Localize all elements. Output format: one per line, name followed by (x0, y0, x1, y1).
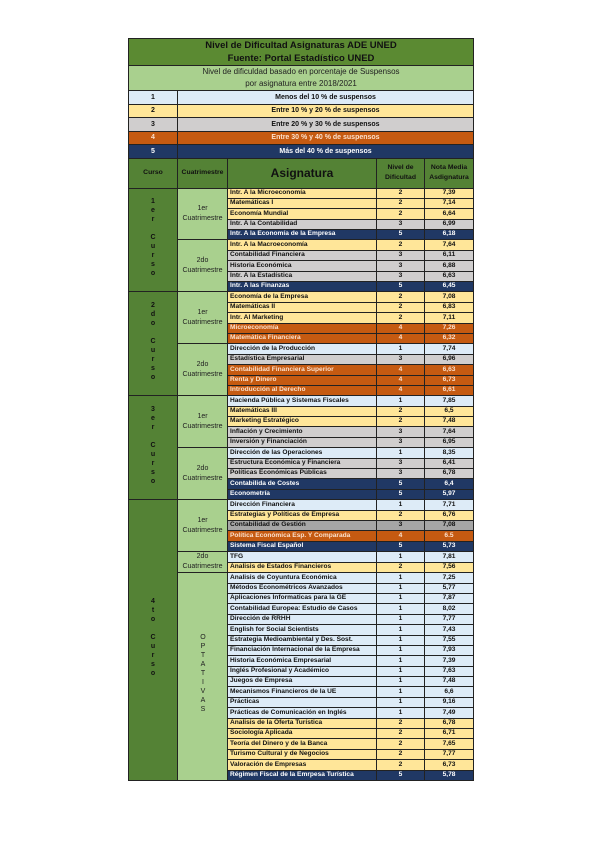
average-grade: 6,6 (425, 687, 474, 697)
average-grade: 9,16 (425, 697, 474, 707)
header-nivel: Nivel de Dificultad (377, 158, 425, 188)
subject-name: Inflación y Crecimiento (228, 427, 377, 437)
cuatrimestre-cell (178, 344, 228, 396)
subject-name: English for Social Scientists (228, 625, 377, 635)
table-row (129, 500, 474, 510)
curso-cell (129, 500, 178, 781)
subject-name: Analisis de Estados Financieros (228, 562, 377, 573)
average-grade: 7,48 (425, 417, 474, 427)
legend-description: Más del 40 % de suspensos (178, 145, 474, 159)
average-grade: 7,85 (425, 396, 474, 406)
header-curso: Curso (129, 158, 178, 188)
subject-name: Economía de la Empresa (228, 292, 377, 302)
subject-name: Hacienda Pública y Sistemas Fiscales (228, 396, 377, 406)
difficulty-level: 2 (377, 718, 425, 728)
difficulty-level: 1 (377, 604, 425, 614)
average-grade: 6,18 (425, 230, 474, 240)
cuatrimestre-label: 1er Cuatrimestre (182, 412, 223, 430)
average-grade: 6,78 (425, 718, 474, 728)
average-grade: 7,08 (425, 292, 474, 302)
difficulty-level: 1 (377, 573, 425, 583)
header-nota: Nota Media Asdignatura (425, 158, 474, 188)
subject-name: Dirección Financiera (228, 500, 377, 510)
average-grade: 7,43 (425, 625, 474, 635)
difficulty-level: 5 (377, 489, 425, 499)
average-grade: 6,76 (425, 510, 474, 520)
average-grade: 7,11 (425, 313, 474, 323)
subject-name: Intr. A la Microeconomía (228, 188, 377, 198)
legend-level: 4 (129, 131, 178, 145)
difficulty-level: 1 (377, 448, 425, 458)
difficulty-level: 4 (377, 375, 425, 385)
difficulty-level: 2 (377, 313, 425, 323)
subject-name: Dirección de las Operaciones (228, 448, 377, 458)
difficulty-level: 3 (377, 261, 425, 271)
difficulty-level: 4 (377, 531, 425, 541)
difficulty-level: 2 (377, 188, 425, 198)
subject-name: Intr. A las Finanzas (228, 282, 377, 292)
subject-name: Contabilidad Europea: Estudio de Casos (228, 604, 377, 614)
average-grade: 6,64 (425, 209, 474, 219)
difficulty-level: 1 (377, 552, 425, 563)
difficulty-level: 4 (377, 333, 425, 343)
header-cuatrimestre: Cuatrimestre (178, 158, 228, 188)
subject-name: Contabilidad Financiera (228, 250, 377, 260)
cuatrimestre-label: 2do Cuatrimestre (182, 464, 223, 482)
difficulty-level: 1 (377, 625, 425, 635)
difficulty-level: 1 (377, 635, 425, 645)
legend-row (129, 118, 474, 132)
average-grade: 7,55 (425, 635, 474, 645)
difficulty-level: 2 (377, 510, 425, 520)
average-grade: 5,78 (425, 770, 474, 780)
average-grade: 7,93 (425, 645, 474, 655)
difficulty-level: 2 (377, 562, 425, 573)
average-grade: 7,25 (425, 573, 474, 583)
average-grade: 6,61 (425, 385, 474, 395)
difficulty-level: 2 (377, 729, 425, 739)
subject-name: Inversión y Financiación (228, 437, 377, 447)
subject-name: Estructura Económica y Financiera (228, 458, 377, 468)
average-grade: 5,97 (425, 489, 474, 499)
difficulty-level: 2 (377, 302, 425, 312)
difficulty-level: 1 (377, 500, 425, 510)
curso-label: 1er Curso (149, 198, 157, 280)
subject-name: Turismo Cultural y de Negocios (228, 749, 377, 759)
average-grade: 6,41 (425, 458, 474, 468)
subject-name: Métodos Econométricos Avanzados (228, 583, 377, 593)
cuatrimestre-cell (178, 396, 228, 448)
legend-description: Menos del 10 % de suspensos (178, 91, 474, 105)
difficulty-level: 5 (377, 770, 425, 780)
difficulty-level: 5 (377, 541, 425, 551)
average-grade: 6,32 (425, 333, 474, 343)
table-row (129, 448, 474, 458)
difficulty-level: 4 (377, 365, 425, 375)
difficulty-level: 2 (377, 292, 425, 302)
difficulty-level: 1 (377, 593, 425, 603)
subject-name: Renta y Dinero (228, 375, 377, 385)
subject-name: Estadística Empresarial (228, 354, 377, 364)
curso-label: 4to Curso (149, 598, 157, 680)
difficulty-level: 3 (377, 250, 425, 260)
difficulty-level: 3 (377, 427, 425, 437)
subject-name: Historia Económica (228, 261, 377, 271)
difficulty-level: 2 (377, 417, 425, 427)
legend-row (129, 131, 474, 145)
average-grade: 7,64 (425, 427, 474, 437)
average-grade: 7,39 (425, 188, 474, 198)
subject-name: Políticas Económicas Públicas (228, 469, 377, 479)
cuatrimestre-label: 2do Cuatrimestre (182, 360, 223, 378)
subject-name: Marketing Estratégico (228, 417, 377, 427)
difficulty-level: 5 (377, 230, 425, 240)
subject-name: Intr. A la Macroeconomía (228, 240, 377, 250)
average-grade: 5,77 (425, 583, 474, 593)
subject-name: Analisis de Coyuntura Económica (228, 573, 377, 583)
legend-row (129, 145, 474, 159)
cuatrimestre-label: 2do Cuatrimestre (182, 553, 223, 571)
difficulty-level: 5 (377, 282, 425, 292)
average-grade: 6,73 (425, 760, 474, 770)
document-title (129, 39, 474, 66)
subject-name: Valoración de Empresas (228, 760, 377, 770)
average-grade: 7,26 (425, 323, 474, 333)
subject-name: TFG (228, 552, 377, 563)
subject-name: Dirección de la Producción (228, 344, 377, 354)
subject-name: Sociología Aplicada (228, 729, 377, 739)
subject-name: Intr. A la Estadística (228, 271, 377, 281)
curso-cell (129, 396, 178, 500)
average-grade: 6,83 (425, 302, 474, 312)
cuatrimestre-cell (178, 292, 228, 344)
average-grade: 6,78 (425, 469, 474, 479)
difficulty-level: 1 (377, 656, 425, 666)
legend-description: Entre 20 % y 30 % de suspensos (178, 118, 474, 132)
difficulty-level: 1 (377, 614, 425, 624)
subject-name: Dirección de RRHH (228, 614, 377, 624)
table-row (129, 292, 474, 302)
subject-name: Analisis de la Oferta Turística (228, 718, 377, 728)
subject-name: Prácticas (228, 697, 377, 707)
subject-name: Intr. A la Economía de la Empresa (228, 230, 377, 240)
subject-name: Matemáticas III (228, 406, 377, 416)
cuatrimestre-label: 1er Cuatrimestre (182, 204, 223, 222)
average-grade: 6,96 (425, 354, 474, 364)
curso-cell (129, 188, 178, 292)
difficulty-level: 2 (377, 749, 425, 759)
average-grade: 7,64 (425, 240, 474, 250)
subject-name: Microeconomía (228, 323, 377, 333)
table-row (129, 344, 474, 354)
difficulty-level: 2 (377, 240, 425, 250)
average-grade: 8,02 (425, 604, 474, 614)
average-grade: 7,48 (425, 677, 474, 687)
average-grade: 6,45 (425, 282, 474, 292)
average-grade: 6,63 (425, 271, 474, 281)
legend-level: 5 (129, 145, 178, 159)
curso-cell (129, 292, 178, 396)
subject-name: Matemática Financiera (228, 333, 377, 343)
average-grade: 7,65 (425, 739, 474, 749)
subject-name: Intr. A la Contabilidad (228, 219, 377, 229)
difficulty-table-document (128, 38, 473, 781)
average-grade: 7,08 (425, 521, 474, 531)
difficulty-level: 4 (377, 385, 425, 395)
average-grade: 7,71 (425, 500, 474, 510)
legend-level: 2 (129, 104, 178, 118)
average-grade: 6,73 (425, 375, 474, 385)
subject-name: Matemáticas II (228, 302, 377, 312)
subject-name: Historia Económica Empresarial (228, 656, 377, 666)
average-grade: 6,11 (425, 250, 474, 260)
table-row (129, 188, 474, 198)
average-grade: 5,73 (425, 541, 474, 551)
legend-level: 1 (129, 91, 178, 105)
difficulty-level: 3 (377, 354, 425, 364)
cuatrimestre-cell (178, 240, 228, 292)
difficulty-level: 1 (377, 677, 425, 687)
cuatrimestre-cell (178, 500, 228, 552)
document-subtitle (129, 66, 474, 91)
legend-level: 3 (129, 118, 178, 132)
average-grade: 6,99 (425, 219, 474, 229)
curso-label: 2do Curso (149, 302, 157, 384)
average-grade: 6,4 (425, 479, 474, 489)
difficulty-level: 2 (377, 209, 425, 219)
cuatrimestre-label: 2do Cuatrimestre (182, 256, 223, 274)
cuatrimestre-cell (178, 573, 228, 781)
subject-name: Econometría (228, 489, 377, 499)
difficulty-level: 1 (377, 708, 425, 718)
difficulty-level: 1 (377, 344, 425, 354)
table-row (129, 240, 474, 250)
legend-row (129, 91, 474, 105)
difficulty-level: 1 (377, 687, 425, 697)
difficulty-table (128, 38, 474, 781)
difficulty-level: 2 (377, 760, 425, 770)
legend-description: Entre 30 % y 40 % de suspensos (178, 131, 474, 145)
legend-description: Entre 10 % y 20 % de suspensos (178, 104, 474, 118)
title-line-1: Nivel de Dificultad Asignaturas ADE UNED (205, 40, 397, 51)
subject-name: Teoría del Dinero y de la Banca (228, 739, 377, 749)
subject-name: Economía Mundial (228, 209, 377, 219)
average-grade: 7,49 (425, 708, 474, 718)
subject-name: Mecanismos Financieros de la UE (228, 687, 377, 697)
cuatrimestre-label: 1er Cuatrimestre (182, 308, 223, 326)
header-asignatura: Asignatura (228, 158, 377, 188)
difficulty-level: 1 (377, 583, 425, 593)
difficulty-level: 3 (377, 469, 425, 479)
average-grade: 7,87 (425, 593, 474, 603)
subject-name: Contabilidad Financiera Superior (228, 365, 377, 375)
subject-name: Política Económica Esp. Y Comparada (228, 531, 377, 541)
subject-name: Financiación Internacional de la Empresa (228, 645, 377, 655)
average-grade: 7,77 (425, 614, 474, 624)
subject-name: Juegos de Empresa (228, 677, 377, 687)
average-grade: 6,5 (425, 406, 474, 416)
subject-name: Sistema Fiscal Español (228, 541, 377, 551)
difficulty-level: 1 (377, 697, 425, 707)
average-grade: 6,88 (425, 261, 474, 271)
cuatrimestre-label: OPTATIVAS (199, 634, 207, 716)
difficulty-level: 2 (377, 198, 425, 208)
average-grade: 7,63 (425, 666, 474, 676)
subject-name: Estrategias y Políticas de Empresa (228, 510, 377, 520)
subject-name: Contabilidad de Gestión (228, 521, 377, 531)
table-row (129, 573, 474, 583)
subtitle-line-2: por asignatura entre 2018/2021 (245, 79, 357, 88)
average-grade: 7,56 (425, 562, 474, 573)
table-row (129, 552, 474, 563)
difficulty-level: 1 (377, 666, 425, 676)
subject-name: Régimen Fiscal de la Emrpesa Turística (228, 770, 377, 780)
average-grade: 7,77 (425, 749, 474, 759)
column-header-row (129, 158, 474, 188)
subject-name: Inglés Profesional y Académico (228, 666, 377, 676)
difficulty-level: 3 (377, 458, 425, 468)
difficulty-level: 2 (377, 739, 425, 749)
title-line-2: Fuente: Portal Estadístico UNED (227, 53, 375, 64)
difficulty-level: 1 (377, 396, 425, 406)
legend-row (129, 104, 474, 118)
subject-name: Prácticas de Comunicación en Inglés (228, 708, 377, 718)
subject-name: Intr. Al Marketing (228, 313, 377, 323)
difficulty-level: 4 (377, 323, 425, 333)
cuatrimestre-label: 1er Cuatrimestre (182, 516, 223, 534)
average-grade: 6.5 (425, 531, 474, 541)
table-row (129, 396, 474, 406)
average-grade: 7,74 (425, 344, 474, 354)
difficulty-level: 3 (377, 437, 425, 447)
average-grade: 7,39 (425, 656, 474, 666)
difficulty-level: 3 (377, 219, 425, 229)
difficulty-level: 2 (377, 406, 425, 416)
subject-name: Estrategia Medioambiental y Des. Sost. (228, 635, 377, 645)
average-grade: 7,81 (425, 552, 474, 563)
subtitle-line-1: Nivel de dificuldad basado en porcentaje de Suspensos (202, 67, 400, 76)
average-grade: 6,71 (425, 729, 474, 739)
cuatrimestre-cell (178, 188, 228, 240)
subject-name: Introducción al Derecho (228, 385, 377, 395)
subject-name: Contabilida de Costes (228, 479, 377, 489)
difficulty-level: 1 (377, 645, 425, 655)
subject-name: Aplicaciones Informaticas para la GE (228, 593, 377, 603)
cuatrimestre-cell (178, 552, 228, 573)
average-grade: 8,35 (425, 448, 474, 458)
subject-name: Matemáticas I (228, 198, 377, 208)
cuatrimestre-cell (178, 448, 228, 500)
curso-label: 3er Curso (149, 405, 157, 487)
average-grade: 6,63 (425, 365, 474, 375)
difficulty-level: 5 (377, 479, 425, 489)
difficulty-level: 3 (377, 271, 425, 281)
difficulty-level: 3 (377, 521, 425, 531)
average-grade: 6,95 (425, 437, 474, 447)
average-grade: 7,14 (425, 198, 474, 208)
